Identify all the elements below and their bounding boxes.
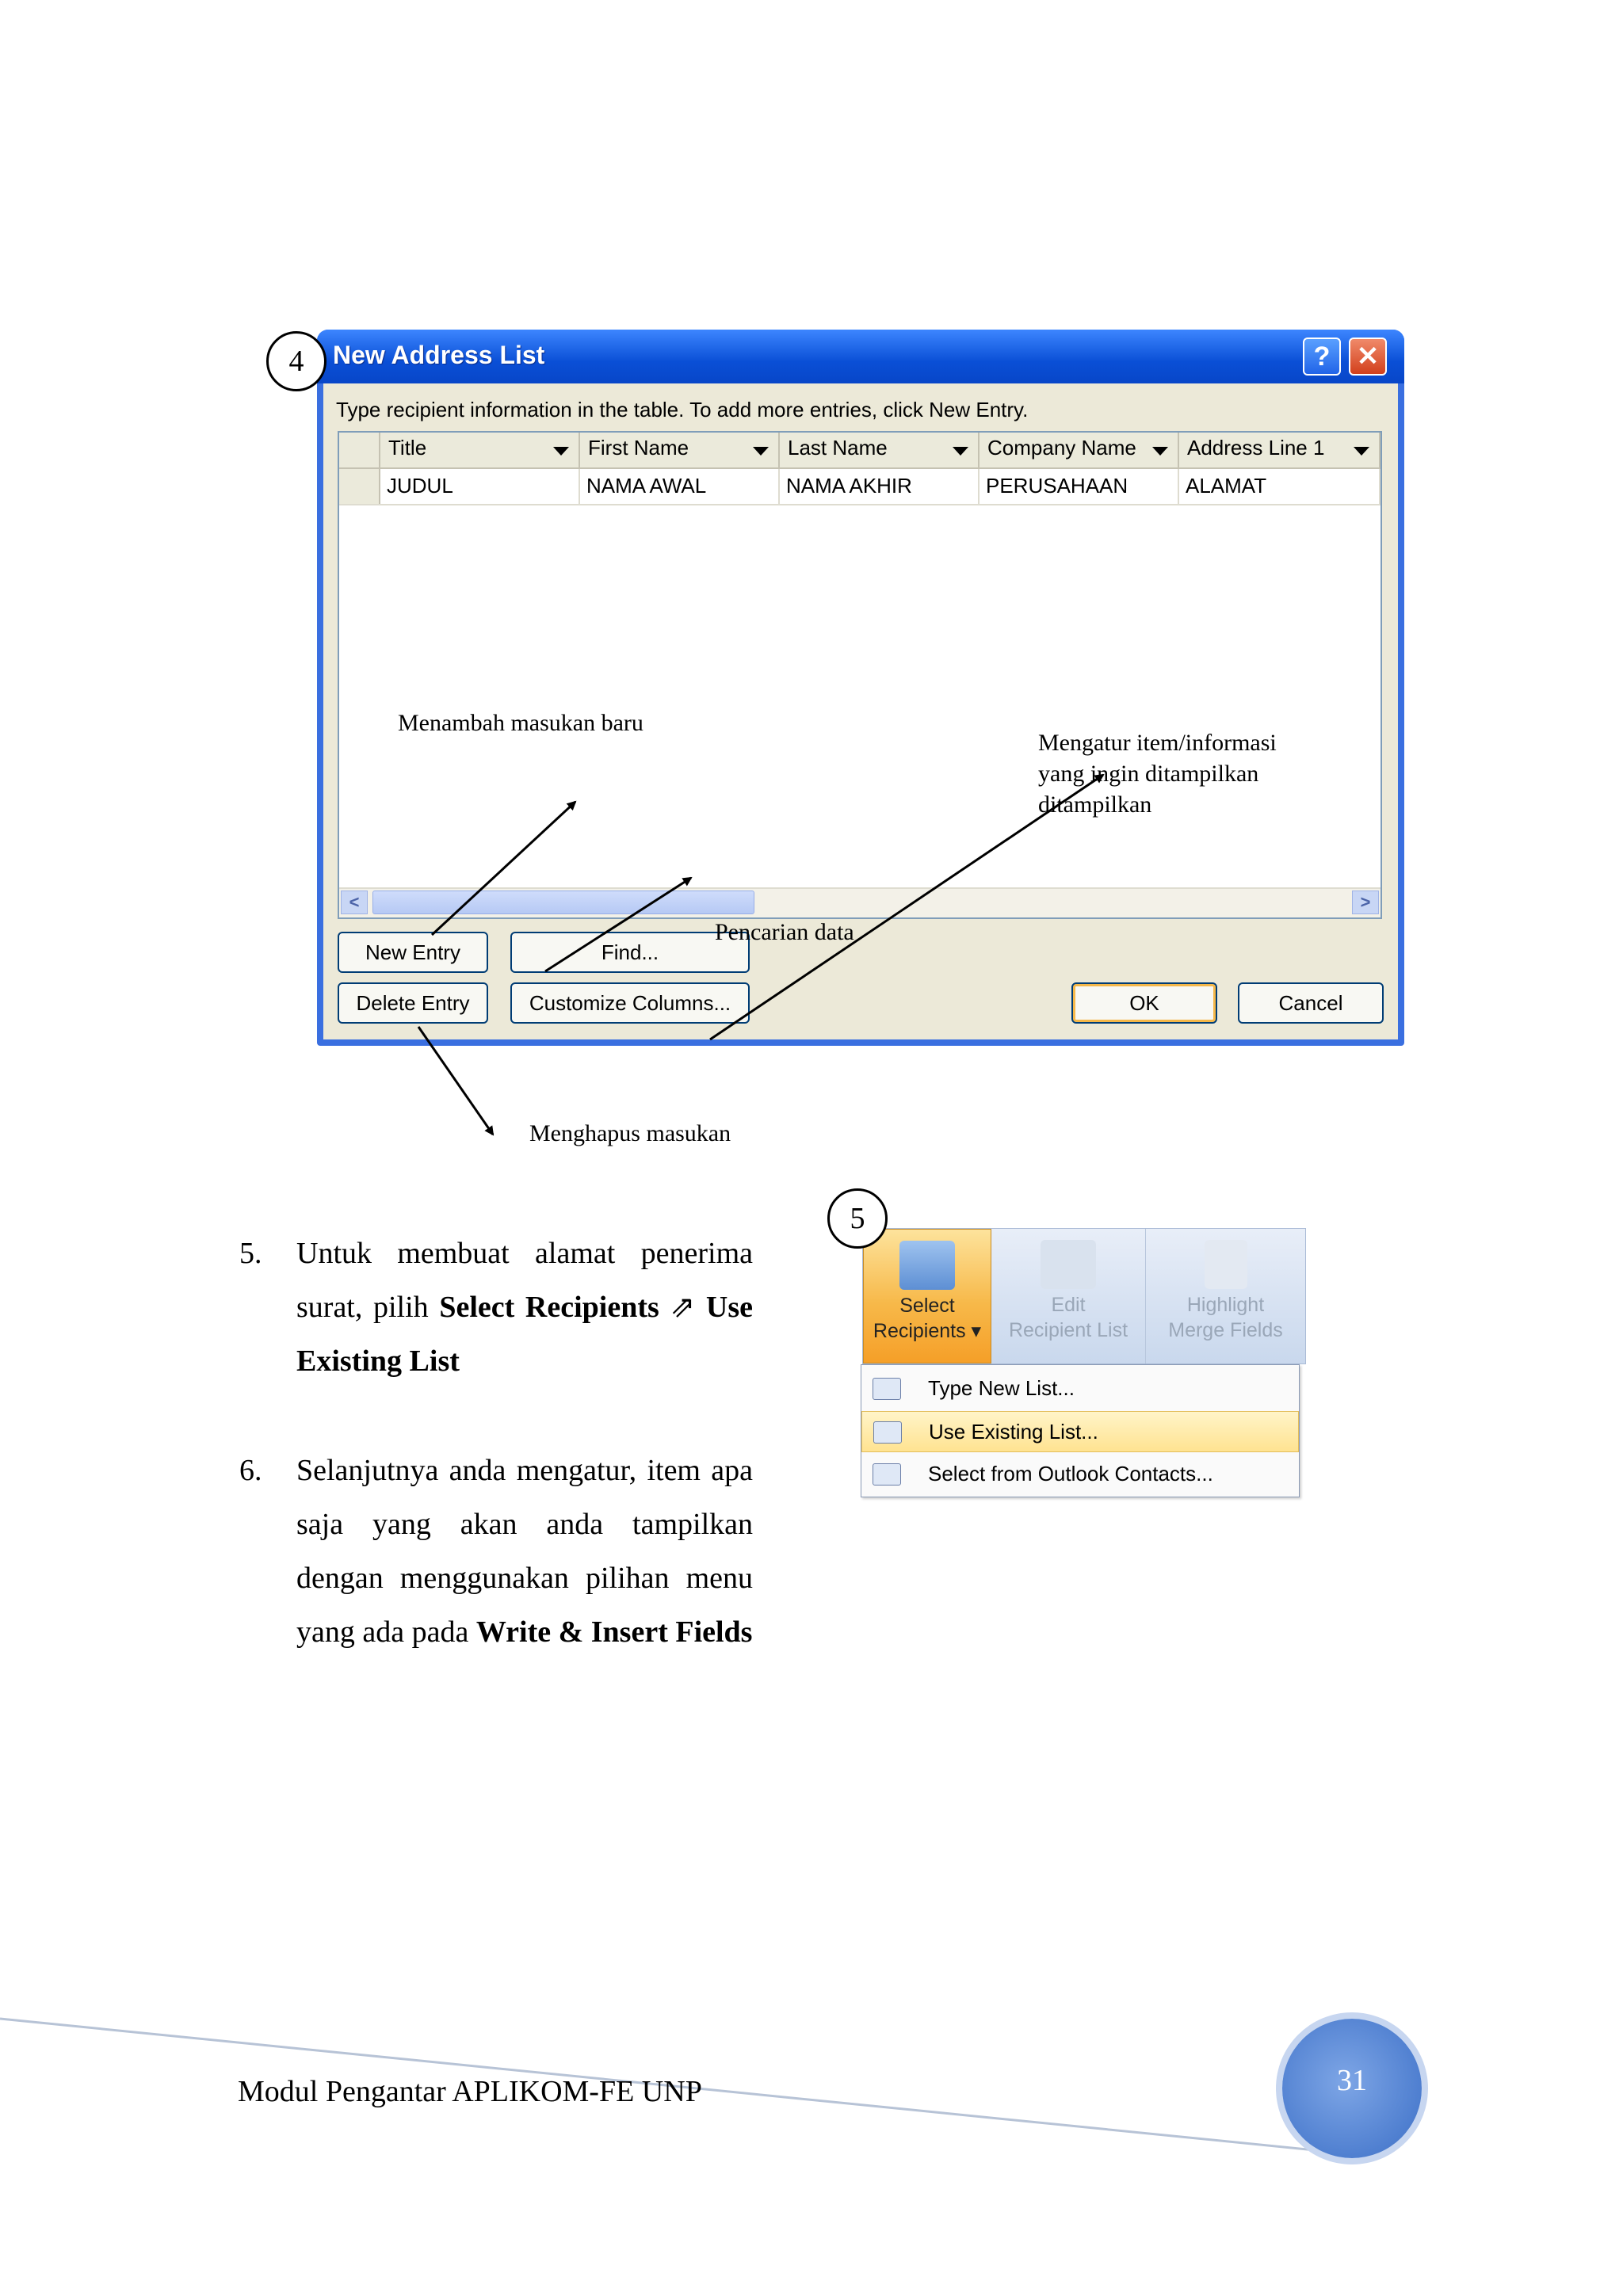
customize-columns-button[interactable]: Customize Columns... <box>510 982 750 1024</box>
arrow-icon: ⇗ <box>659 1291 706 1324</box>
menu-item-select-from-outlook-contacts[interactable]: Select from Outlook Contacts... <box>861 1454 1299 1495</box>
cancel-button[interactable]: Cancel <box>1238 982 1384 1024</box>
edit-recipient-list-button[interactable]: Edit Recipient List <box>993 1229 1144 1363</box>
recipients-icon <box>899 1241 955 1290</box>
select-recipients-button[interactable]: Select Recipients ▾ <box>863 1229 991 1363</box>
annotation-find: Pencarian data <box>715 919 854 945</box>
ok-button[interactable]: OK <box>1071 982 1217 1024</box>
scroll-left-icon[interactable]: < <box>341 891 368 914</box>
find-button[interactable]: Find... <box>510 932 750 973</box>
dialog-title: New Address List <box>333 341 545 369</box>
scroll-right-icon[interactable]: > <box>1352 891 1379 914</box>
dialog-instruction: Type recipient information in the table. To add more entries, click New Entry. <box>336 398 1029 421</box>
step-6-paragraph: 6. Selanjutnya anda mengatur, item apa saja yang akan anda tampilkan dengan menggunakan pilihan menu yang ada pada Write & Insert Fields <box>296 1444 753 1659</box>
close-icon: ✕ <box>1356 341 1380 372</box>
column-header-title[interactable]: Title <box>380 433 580 467</box>
contacts-icon <box>873 1463 901 1486</box>
delete-entry-button[interactable]: Delete Entry <box>338 982 488 1024</box>
annotation-customize-columns: Mengatur item/informasi yang ingin ditampilkan ditampilkan <box>1038 730 1277 818</box>
cell-last-name[interactable]: NAMA AKHIR <box>780 469 980 504</box>
step-4-badge: 4 <box>266 331 327 391</box>
step-5-paragraph: 5. Untuk membuat alamat penerima surat, pilih Select Recipients ⇗ Use Existing List <box>296 1226 753 1388</box>
step-number: 6. <box>239 1454 262 1487</box>
page-number: 31 <box>1337 2064 1367 2097</box>
mailings-ribbon <box>862 1228 1306 1364</box>
cell-address-line-1[interactable]: ALAMAT <box>1179 469 1381 504</box>
column-header-company-name[interactable]: Company Name <box>980 433 1179 467</box>
footer-text: Modul Pengantar APLIKOM-FE UNP <box>238 2075 702 2108</box>
table-icon <box>873 1421 902 1444</box>
annotation-new-entry: Menambah masukan baru <box>398 710 643 736</box>
cell-company-name[interactable]: PERUSAHAAN <box>980 469 1179 504</box>
page-number-badge <box>1282 2019 1422 2158</box>
new-list-icon <box>873 1378 901 1400</box>
step-number: 5. <box>239 1237 262 1270</box>
annotation-delete-entry: Menghapus masukan <box>529 1120 731 1146</box>
highlight-fields-icon <box>1205 1240 1247 1289</box>
edit-list-icon <box>1041 1240 1096 1289</box>
new-entry-button[interactable]: New Entry <box>338 932 488 973</box>
arrow-new-entry <box>432 802 575 935</box>
highlight-merge-fields-button[interactable]: Highlight Merge Fields <box>1145 1229 1305 1363</box>
menu-item-use-existing-list[interactable]: Use Existing List... <box>861 1411 1299 1452</box>
column-header-first-name[interactable]: First Name <box>580 433 780 467</box>
column-header-address-line-1[interactable]: Address Line 1 <box>1179 433 1381 467</box>
cell-title[interactable]: JUDUL <box>380 469 580 504</box>
select-recipients-menu <box>861 1364 1300 1497</box>
cell-first-name[interactable]: NAMA AWAL <box>580 469 780 504</box>
arrow-delete-entry <box>418 1027 493 1135</box>
arrow-find <box>545 878 691 971</box>
step-5-badge: 5 <box>827 1188 888 1249</box>
column-header-last-name[interactable]: Last Name <box>780 433 980 467</box>
help-icon: ? <box>1313 341 1331 372</box>
menu-item-type-new-list[interactable]: Type New List... <box>861 1368 1299 1409</box>
